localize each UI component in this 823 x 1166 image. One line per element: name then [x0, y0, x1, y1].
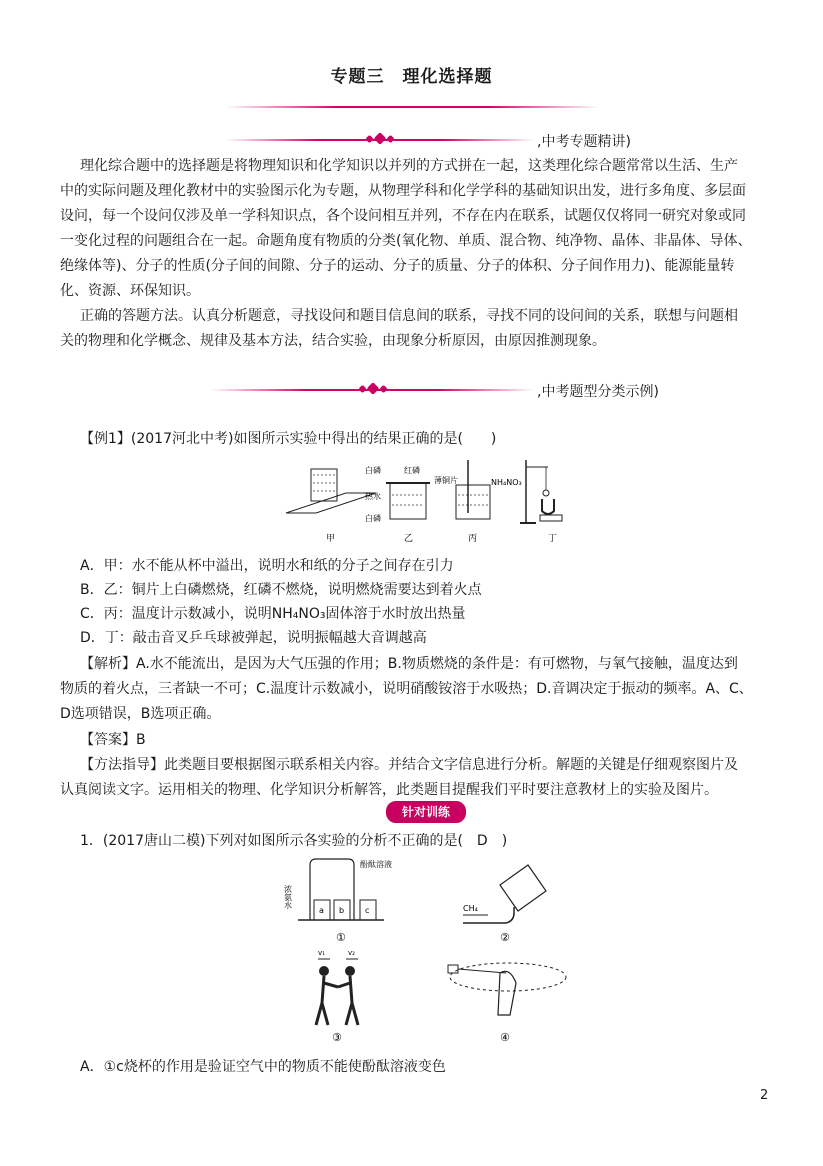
fig-label-n3: ③	[332, 1031, 342, 1044]
fig-label-v1: v₁	[318, 949, 325, 957]
title-divider	[225, 98, 600, 116]
example1-analysis: 【解析】A.水不能流出，是因为大气压强的作用；B.物质燃烧的条件是：有可燃物，与氧气接触，温度达到	[80, 656, 738, 672]
fig-label-c: c	[365, 906, 370, 915]
example1-stem: 【例1】(2017河北中考)如图所示实验中得出的结果正确的是( )	[80, 431, 497, 447]
fig-label-a: a	[319, 906, 324, 915]
fig-label-bing: 丙	[468, 534, 478, 544]
example1-analysis: D选项错误，B选项正确。	[60, 706, 221, 722]
fig-label-honglin: 红磷	[404, 466, 420, 475]
q1-stem: 1．(2017唐山二模)下列对如图所示各实验的分析不正确的是( D )	[80, 833, 508, 849]
section-divider-1	[225, 131, 535, 149]
q1-figure	[283, 855, 578, 1045]
example1-answer: 【答案】B	[80, 732, 146, 748]
intro-line: 理化综合题中的选择题是将物理知识和化学知识以并列的方式拼在一起，这类理化综合题常常以生活、生产	[80, 158, 738, 174]
example1-option-d: D．丁：敲击音叉乒乓球被弹起，说明振幅越大音调越高	[80, 630, 427, 646]
intro-line: 设问，每一个设问仅涉及单一学科知识点，各个设问相互并列，不存在内在联系，试题仅仅将同一研究对象或同	[60, 208, 746, 224]
q1-option-a: A．①c烧杯的作用是验证空气中的物质不能使酚酞溶液变色	[80, 1059, 446, 1075]
section-divider-2	[210, 381, 535, 399]
fig-label-reshui: 热水	[365, 492, 381, 501]
fig-label-v2: v₂	[348, 949, 355, 957]
fig-label-jia: 甲	[326, 534, 336, 544]
example1-figure	[286, 455, 586, 545]
fig-label-tongpian: 薄铜片	[434, 476, 458, 485]
fig-label-yi: 乙	[404, 534, 414, 544]
fig-label-ch4: CH₄	[463, 904, 478, 913]
intro-line: 中的实际问题及理化教材中的实验图示化为专题，从物理学科和化学学科的基础知识出发，进行多角度、多层面	[60, 183, 746, 199]
example1-analysis: 物质的着火点，三者缺一不可；C.温度计示数减小，说明硝酸铵溶于水吸热；D.音调决定于振动的频率。A、C、	[60, 681, 753, 697]
page-number: 2	[760, 1088, 769, 1103]
fig-label-b: b	[339, 906, 345, 915]
training-tag: 针对训练	[386, 801, 466, 823]
fig-label-n2: ②	[500, 931, 510, 944]
fig-label-baillin-top: 白磷	[365, 466, 381, 475]
example1-option-b: B．乙：铜片上白磷燃烧，红磷不燃烧，说明燃烧需要达到着火点	[80, 582, 482, 598]
intro-line: 一变化过程的问题组合在一起。命题角度有物质的分类(氧化物、单质、混合物、纯净物、晶体、非晶体、导体、	[60, 233, 752, 249]
fig-label-n4: ④	[500, 1031, 510, 1044]
fig-label-nh4no3: NH₄NO₃	[491, 478, 522, 487]
fig-label-ding: 丁	[548, 534, 558, 544]
fig-label-ammonia: 浓氨水	[283, 885, 293, 909]
section-label-2: ,中考题型分类示例)	[537, 384, 659, 400]
intro-line: 化、资源、环保知识。	[60, 283, 200, 299]
fig-label-phenol: 酚酞溶液	[360, 860, 392, 869]
example1-method: 【方法指导】此类题目要根据图示联系相关内容。并结合文字信息进行分析。解题的关键是仔细观察图片及	[80, 757, 738, 773]
intro-line: 正确的答题方法。认真分析题意，寻找设问和题目信息间的联系，寻找不同的设问间的关系，联想与问题相	[80, 308, 738, 324]
example1-option-a: A．甲：水不能从杯中溢出，说明水和纸的分子之间存在引力	[80, 558, 454, 574]
section-label-1: ,中考专题精讲)	[537, 134, 631, 150]
example1-option-c: C．丙：温度计示数减小，说明NH₄NO₃固体溶于水时放出热量	[80, 606, 466, 622]
intro-line: 关的物理和化学概念、规律及基本方法，结合实验，由现象分析原因，由原因推测现象。	[60, 333, 606, 349]
intro-line: 绝缘体等)、分子的性质(分子间的间隙、分子的运动、分子的质量、分子的体积、分子间作用力)、能源能量转	[60, 258, 735, 274]
page-title: 专题三 理化选择题	[330, 67, 493, 87]
fig-label-n1: ①	[336, 931, 346, 944]
fig-label-baillin-bottom: 白磷	[365, 514, 381, 523]
example1-method: 认真阅读文字。运用相关的物理、化学知识分析解答，此类题目提醒我们平时要注意教材上的实验及图片。	[60, 782, 718, 798]
